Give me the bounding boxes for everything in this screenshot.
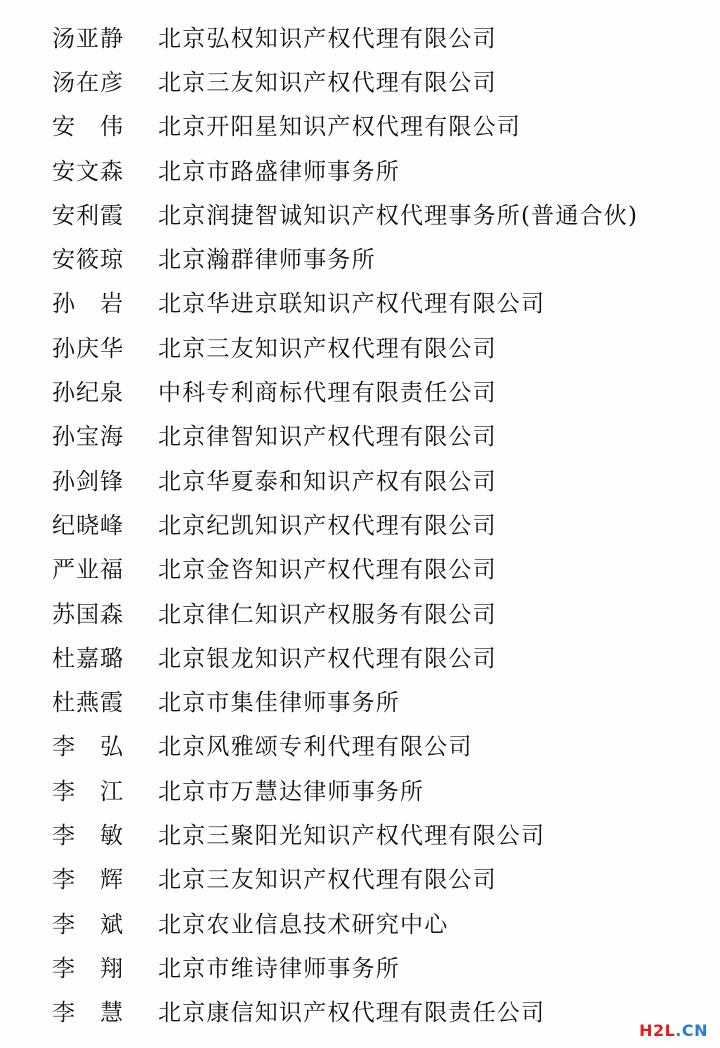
organization-name: 北京华夏泰和知识产权有限公司 bbox=[158, 468, 497, 495]
list-item bbox=[52, 191, 692, 235]
person-name: 李 江 bbox=[52, 778, 124, 805]
list-item bbox=[52, 235, 692, 279]
person-name: 汤在彦 bbox=[52, 69, 124, 96]
list-item bbox=[52, 457, 692, 501]
list-item bbox=[52, 58, 692, 102]
list-item bbox=[52, 590, 692, 634]
person-name: 杜燕霞 bbox=[52, 690, 124, 717]
person-name: 安文森 bbox=[52, 158, 124, 185]
person-name: 李 慧 bbox=[52, 1000, 124, 1027]
list-item bbox=[52, 678, 692, 722]
list-item bbox=[52, 147, 692, 191]
person-name: 纪晓峰 bbox=[52, 512, 124, 539]
organization-name: 北京三友知识产权代理有限公司 bbox=[158, 335, 497, 362]
list-item bbox=[52, 413, 692, 457]
list-item bbox=[52, 368, 692, 412]
organization-name: 北京润捷智诚知识产权代理事务所(普通合伙) bbox=[158, 202, 639, 229]
list-item bbox=[52, 634, 692, 678]
watermark-logo bbox=[639, 1021, 708, 1040]
person-name: 李 斌 bbox=[52, 911, 124, 938]
person-name: 安 伟 bbox=[52, 114, 124, 141]
list-item bbox=[52, 723, 692, 767]
organization-name: 北京律智知识产权代理有限公司 bbox=[158, 424, 497, 451]
list-item bbox=[52, 546, 692, 590]
list-item bbox=[52, 767, 692, 811]
list-item bbox=[52, 811, 692, 855]
list-item bbox=[52, 324, 692, 368]
list-item bbox=[52, 501, 692, 545]
person-name: 孙剑锋 bbox=[52, 468, 124, 495]
list-item bbox=[52, 900, 692, 944]
organization-name: 北京市路盛律师事务所 bbox=[158, 158, 400, 185]
organization-name: 北京弘权知识产权代理有限公司 bbox=[158, 25, 497, 52]
person-name: 李 辉 bbox=[52, 867, 124, 894]
list-item bbox=[52, 103, 692, 147]
organization-name: 北京三聚阳光知识产权代理有限公司 bbox=[158, 822, 546, 849]
organization-name: 北京华进京联知识产权代理有限公司 bbox=[158, 291, 546, 318]
person-name: 安利霞 bbox=[52, 202, 124, 229]
list-item bbox=[52, 989, 692, 1033]
list-item bbox=[52, 280, 692, 324]
person-name: 苏国森 bbox=[52, 601, 124, 628]
organization-name: 北京纪凯知识产权代理有限公司 bbox=[158, 512, 497, 539]
list-item bbox=[52, 14, 692, 58]
person-name: 李 弘 bbox=[52, 734, 124, 761]
organization-name: 北京市集佳律师事务所 bbox=[158, 690, 400, 717]
person-name: 安筱琼 bbox=[52, 247, 124, 274]
person-name: 杜嘉璐 bbox=[52, 645, 124, 672]
person-name: 李 翔 bbox=[52, 955, 124, 982]
person-name: 孙纪泉 bbox=[52, 380, 124, 407]
organization-name: 北京农业信息技术研究中心 bbox=[158, 911, 449, 938]
person-name: 严业福 bbox=[52, 557, 124, 584]
organization-name: 北京律仁知识产权服务有限公司 bbox=[158, 601, 497, 628]
organization-name: 北京开阳星知识产权代理有限公司 bbox=[158, 114, 521, 141]
organization-name: 中科专利商标代理有限责任公司 bbox=[158, 380, 497, 407]
organization-name: 北京三友知识产权代理有限公司 bbox=[158, 867, 497, 894]
person-name: 孙宝海 bbox=[52, 424, 124, 451]
organization-name: 北京金咨知识产权代理有限公司 bbox=[158, 557, 497, 584]
person-name: 汤亚静 bbox=[52, 25, 124, 52]
organization-name: 北京银龙知识产权代理有限公司 bbox=[158, 645, 497, 672]
person-name: 孙 岩 bbox=[52, 291, 124, 318]
organization-name: 北京瀚群律师事务所 bbox=[158, 247, 376, 274]
person-name: 孙庆华 bbox=[52, 335, 124, 362]
organization-name: 北京市万慧达律师事务所 bbox=[158, 778, 425, 805]
agent-list bbox=[52, 14, 692, 1033]
watermark-part2: .CN bbox=[675, 1021, 708, 1040]
list-item bbox=[52, 856, 692, 900]
watermark-part1: H2L bbox=[639, 1021, 676, 1040]
organization-name: 北京三友知识产权代理有限公司 bbox=[158, 69, 497, 96]
list-item bbox=[52, 944, 692, 988]
organization-name: 北京康信知识产权代理有限责任公司 bbox=[158, 1000, 546, 1027]
organization-name: 北京风雅颂专利代理有限公司 bbox=[158, 734, 473, 761]
organization-name: 北京市维诗律师事务所 bbox=[158, 955, 400, 982]
person-name: 李 敏 bbox=[52, 822, 124, 849]
